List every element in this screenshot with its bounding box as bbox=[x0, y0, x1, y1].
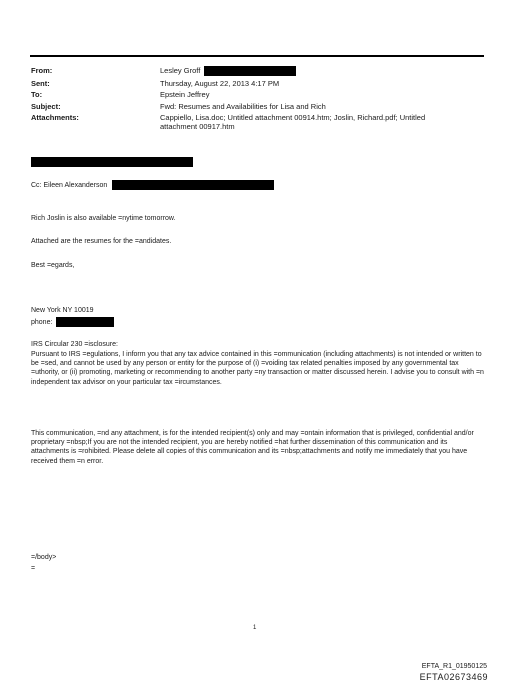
header-rule bbox=[30, 55, 484, 57]
end-body-tag: =/body> bbox=[31, 554, 57, 561]
confidentiality-text: This communication, =nd any attachment, is for the intended recipient(s) only and may =ontain information that is privileged, confidential and/or proprietary =nbsp;If you are not the intended recipient, you are hereby notified =hat further dissemination of this communication and its attachments is =rohibited. Please delete all copies of this communication and its =nbsp;attachments and notify me immediately that you have received them =n error. bbox=[31, 430, 474, 465]
to-label: To: bbox=[31, 90, 43, 99]
subject-value: Fwd: Resumes and Availabilities for Lisa and Rich bbox=[160, 102, 326, 111]
phone-line: phone: bbox=[31, 317, 486, 327]
redaction-bar bbox=[31, 157, 193, 167]
attachments-value: Cappiello, Lisa.doc; Untitled attachment 00914.htm; Joslin, Richard.pdf; Untitled attachment 00917.htm bbox=[160, 113, 426, 131]
body-line-resumes: Attached are the resumes for the =andidates. bbox=[31, 238, 172, 245]
sent-label: Sent: bbox=[31, 79, 50, 88]
body-line-signoff: Best =egards, bbox=[31, 262, 75, 269]
sent-value: Thursday, August 22, 2013 4:17 PM bbox=[160, 79, 280, 88]
attachments-label: Attachments: bbox=[31, 113, 79, 122]
page-number: 1 bbox=[253, 625, 257, 631]
redaction-bar bbox=[56, 317, 114, 327]
from-label: From: bbox=[31, 66, 53, 75]
to-value: Epstein Jeffrey bbox=[160, 90, 210, 99]
redaction-bar bbox=[112, 180, 274, 190]
bates-ref-primary: EFTA_R1_01950125 bbox=[421, 663, 487, 670]
from-value: Lesley Groff bbox=[160, 66, 460, 76]
body-line-availability: Rich Joslin is also available =nytime tomorrow. bbox=[31, 215, 176, 222]
cc-line: Cc: Eileen Alexanderson bbox=[31, 180, 486, 190]
irs-title: IRS Circular 230 =isclosure: bbox=[31, 341, 118, 348]
bates-ref-secondary: EFTA02673469 bbox=[419, 672, 488, 682]
address-line: New York NY 10019 bbox=[31, 307, 94, 314]
redaction-bar bbox=[204, 66, 296, 76]
subject-label: Subject: bbox=[31, 102, 61, 111]
end-equals: = bbox=[31, 565, 36, 572]
irs-disclosure-text: Pursuant to IRS =egulations, I inform you that any tax advice contained in this =ommunication (including attachments) is not intended or written to be =sed, and cannot be used by any person or entity for the purpose of (i) =voiding tax related penalties imposed by any governmental tax =uthority, or (ii) promoting, marketing or recommending to another party =ny transaction or matter discussed herein. I advise you to consult with =n independent tax advisor on your particular tax =ircumstances. bbox=[31, 351, 484, 386]
